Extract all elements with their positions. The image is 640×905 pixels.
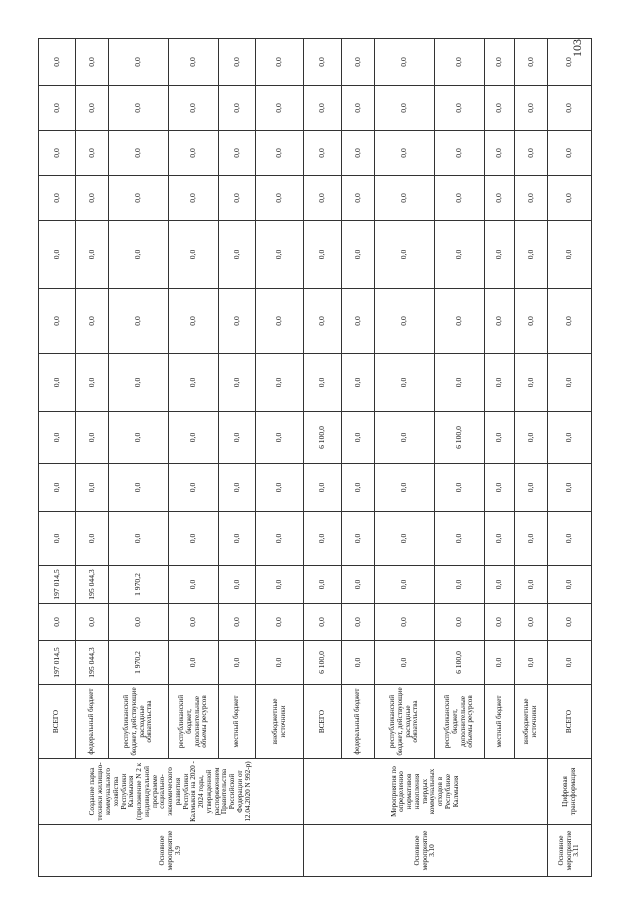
amount-cell: 0,0 [342, 641, 375, 685]
amount-cell: 0,0 [435, 221, 485, 289]
amount-cell: 0,0 [256, 354, 304, 412]
funding-source-cell: республиканский бюджет, действующие расходные обязательства [109, 685, 169, 759]
amount-cell: 0,0 [342, 512, 375, 566]
amount-cell: 0,0 [342, 221, 375, 289]
activity-name-cell: Основное мероприятие 3.10 [304, 825, 548, 877]
budget-table [38, 38, 592, 877]
amount-cell: 0,0 [342, 39, 375, 86]
amount-cell: 0,0 [304, 86, 342, 131]
amount-cell: 0,0 [219, 176, 256, 221]
amount-cell: 0,0 [375, 39, 435, 86]
funding-source-cell: внебюджетные источники [256, 685, 304, 759]
amount-cell: 0,0 [76, 39, 109, 86]
amount-cell: 0,0 [548, 131, 592, 176]
amount-cell: 0,0 [485, 604, 515, 641]
amount-cell: 0,0 [304, 354, 342, 412]
amount-cell: 0,0 [39, 221, 76, 289]
amount-cell: 0,0 [76, 604, 109, 641]
amount-cell: 0,0 [375, 221, 435, 289]
amount-cell: 0,0 [342, 289, 375, 354]
amount-cell: 0,0 [485, 86, 515, 131]
table-row [76, 39, 109, 877]
amount-cell: 0,0 [76, 354, 109, 412]
amount-cell: 0,0 [169, 412, 219, 464]
activity-name-cell: Основное мероприятие 3.11 [548, 825, 592, 877]
amount-cell: 0,0 [39, 512, 76, 566]
activity-description-cell: Цифровая трансформация [548, 759, 592, 825]
amount-cell: 0,0 [342, 412, 375, 464]
amount-cell: 0,0 [169, 131, 219, 176]
amount-cell: 0,0 [169, 464, 219, 512]
amount-cell: 0,0 [219, 641, 256, 685]
amount-cell: 0,0 [76, 221, 109, 289]
amount-cell: 0,0 [435, 512, 485, 566]
amount-cell: 0,0 [548, 464, 592, 512]
amount-cell: 0,0 [304, 566, 342, 604]
amount-cell: 0,0 [342, 176, 375, 221]
amount-cell: 0,0 [109, 176, 169, 221]
amount-cell: 0,0 [39, 131, 76, 176]
amount-cell: 0,0 [515, 86, 548, 131]
amount-cell: 0,0 [375, 86, 435, 131]
amount-cell: 0,0 [435, 131, 485, 176]
amount-cell: 0,0 [515, 512, 548, 566]
amount-cell: 0,0 [76, 289, 109, 354]
amount-cell: 0,0 [342, 566, 375, 604]
amount-cell: 0,0 [76, 86, 109, 131]
amount-cell: 0,0 [515, 131, 548, 176]
table-row [39, 39, 76, 877]
amount-cell: 0,0 [169, 566, 219, 604]
amount-cell: 0,0 [39, 354, 76, 412]
amount-cell: 0,0 [375, 566, 435, 604]
amount-cell: 0,0 [169, 289, 219, 354]
amount-cell: 0,0 [515, 604, 548, 641]
amount-cell: 0,0 [548, 604, 592, 641]
amount-cell: 0,0 [515, 176, 548, 221]
table-row [256, 39, 304, 877]
activity-name-cell: Основное мероприятие 3.9 [39, 825, 304, 877]
amount-cell: 0,0 [485, 221, 515, 289]
amount-cell: 195 044,3 [76, 641, 109, 685]
funding-source-cell: внебюджетные источники [515, 685, 548, 759]
amount-cell: 0,0 [109, 464, 169, 512]
table-row [548, 39, 592, 877]
page-number: 103 [570, 39, 584, 57]
amount-cell: 0,0 [39, 289, 76, 354]
amount-cell: 0,0 [485, 512, 515, 566]
amount-cell: 0,0 [342, 354, 375, 412]
table-row [219, 39, 256, 877]
amount-cell: 0,0 [304, 512, 342, 566]
amount-cell: 0,0 [548, 512, 592, 566]
amount-cell: 0,0 [548, 354, 592, 412]
amount-cell: 1 970,2 [109, 566, 169, 604]
amount-cell: 0,0 [76, 464, 109, 512]
amount-cell: 0,0 [219, 566, 256, 604]
amount-cell: 0,0 [39, 39, 76, 86]
amount-cell: 0,0 [548, 289, 592, 354]
amount-cell: 0,0 [39, 412, 76, 464]
table-row [435, 39, 485, 877]
amount-cell: 0,0 [219, 86, 256, 131]
funding-source-cell: республиканский бюджет, действующие расходные обязательства [375, 685, 435, 759]
amount-cell: 0,0 [435, 289, 485, 354]
amount-cell: 0,0 [109, 86, 169, 131]
amount-cell: 0,0 [548, 221, 592, 289]
amount-cell: 0,0 [375, 176, 435, 221]
funding-source-cell: федеральный бюджет [76, 685, 109, 759]
amount-cell: 0,0 [256, 464, 304, 512]
amount-cell: 0,0 [548, 39, 592, 86]
amount-cell: 0,0 [256, 412, 304, 464]
amount-cell: 0,0 [435, 86, 485, 131]
amount-cell: 0,0 [219, 412, 256, 464]
amount-cell: 0,0 [485, 566, 515, 604]
amount-cell: 0,0 [304, 604, 342, 641]
amount-cell: 0,0 [515, 566, 548, 604]
amount-cell: 6 100,0 [304, 412, 342, 464]
amount-cell: 0,0 [342, 86, 375, 131]
table-row [304, 39, 342, 877]
amount-cell: 0,0 [219, 39, 256, 86]
amount-cell: 0,0 [109, 131, 169, 176]
amount-cell: 0,0 [169, 221, 219, 289]
amount-cell: 0,0 [548, 86, 592, 131]
amount-cell: 0,0 [548, 566, 592, 604]
amount-cell: 0,0 [375, 464, 435, 512]
amount-cell: 0,0 [304, 464, 342, 512]
amount-cell: 6 100,0 [304, 641, 342, 685]
funding-source-cell: республиканский бюджет, дополнительные объемы ресурсов [435, 685, 485, 759]
funding-source-cell: местный бюджет [485, 685, 515, 759]
amount-cell: 0,0 [304, 176, 342, 221]
amount-cell: 0,0 [169, 512, 219, 566]
amount-cell: 0,0 [256, 39, 304, 86]
amount-cell: 0,0 [39, 176, 76, 221]
amount-cell: 0,0 [109, 39, 169, 86]
amount-cell: 0,0 [515, 221, 548, 289]
amount-cell: 0,0 [515, 39, 548, 86]
amount-cell: 0,0 [435, 464, 485, 512]
amount-cell: 0,0 [256, 566, 304, 604]
amount-cell: 6 100,0 [435, 641, 485, 685]
amount-cell: 0,0 [169, 39, 219, 86]
amount-cell: 0,0 [485, 641, 515, 685]
amount-cell: 0,0 [375, 604, 435, 641]
funding-source-cell: местный бюджет [219, 685, 256, 759]
amount-cell: 0,0 [548, 412, 592, 464]
amount-cell: 0,0 [342, 464, 375, 512]
activity-description-cell: Мероприятия по определению нормативов накопления твердых коммунальных отходов в Республике Калмыкия [304, 759, 548, 825]
amount-cell: 0,0 [375, 412, 435, 464]
amount-cell: 0,0 [304, 131, 342, 176]
amount-cell: 6 100,0 [435, 412, 485, 464]
amount-cell: 0,0 [219, 604, 256, 641]
table-row [485, 39, 515, 877]
amount-cell: 0,0 [219, 221, 256, 289]
amount-cell: 0,0 [435, 604, 485, 641]
table-row [169, 39, 219, 877]
amount-cell: 0,0 [169, 604, 219, 641]
amount-cell: 0,0 [76, 412, 109, 464]
amount-cell: 0,0 [256, 512, 304, 566]
amount-cell: 0,0 [485, 464, 515, 512]
amount-cell: 0,0 [342, 604, 375, 641]
amount-cell: 0,0 [256, 641, 304, 685]
amount-cell: 0,0 [515, 412, 548, 464]
amount-cell: 0,0 [375, 512, 435, 566]
amount-cell: 0,0 [256, 176, 304, 221]
amount-cell: 0,0 [109, 221, 169, 289]
amount-cell: 0,0 [169, 176, 219, 221]
table-row [375, 39, 435, 877]
amount-cell: 0,0 [548, 641, 592, 685]
amount-cell: 0,0 [515, 354, 548, 412]
amount-cell: 0,0 [39, 86, 76, 131]
funding-source-cell: ВСЕГО [39, 685, 76, 759]
amount-cell: 0,0 [435, 39, 485, 86]
amount-cell: 0,0 [515, 641, 548, 685]
amount-cell: 0,0 [219, 131, 256, 176]
amount-cell: 0,0 [76, 512, 109, 566]
table-row [515, 39, 548, 877]
table-row [109, 39, 169, 877]
amount-cell: 0,0 [256, 221, 304, 289]
amount-cell: 0,0 [515, 464, 548, 512]
amount-cell: 0,0 [485, 131, 515, 176]
amount-cell: 0,0 [304, 221, 342, 289]
amount-cell: 197 014,5 [39, 641, 76, 685]
amount-cell: 0,0 [485, 412, 515, 464]
amount-cell: 0,0 [342, 131, 375, 176]
funding-source-cell: республиканский бюджет, дополнительные объемы ресурсов [169, 685, 219, 759]
amount-cell: 0,0 [169, 354, 219, 412]
amount-cell: 0,0 [169, 641, 219, 685]
amount-cell: 0,0 [435, 354, 485, 412]
activity-description-cell: Создание парка техники жилищно-коммунального хозяйства Республики Калмыкия (приложение N 2 к индивидуальной программе социально-экономического развития Республики Калмыкия на 2020 - 2024 годы, утвержденной распоряжением Правительства Российской Федерации от 12.04.2020 N 992-р) [39, 759, 304, 825]
amount-cell: 0,0 [109, 512, 169, 566]
amount-cell: 0,0 [76, 176, 109, 221]
amount-cell: 0,0 [109, 289, 169, 354]
amount-cell: 0,0 [435, 176, 485, 221]
amount-cell: 0,0 [109, 354, 169, 412]
amount-cell: 0,0 [109, 412, 169, 464]
amount-cell: 0,0 [219, 289, 256, 354]
amount-cell: 0,0 [375, 131, 435, 176]
amount-cell: 0,0 [375, 289, 435, 354]
amount-cell: 195 044,3 [76, 566, 109, 604]
amount-cell: 0,0 [375, 354, 435, 412]
amount-cell: 0,0 [485, 176, 515, 221]
amount-cell: 0,0 [219, 354, 256, 412]
amount-cell: 0,0 [485, 354, 515, 412]
amount-cell: 0,0 [219, 464, 256, 512]
amount-cell: 0,0 [219, 512, 256, 566]
amount-cell: 0,0 [515, 289, 548, 354]
funding-source-cell: ВСЕГО [548, 685, 592, 759]
table-row [342, 39, 375, 877]
amount-cell: 0,0 [39, 464, 76, 512]
amount-cell: 0,0 [485, 39, 515, 86]
amount-cell: 0,0 [256, 131, 304, 176]
amount-cell: 0,0 [435, 566, 485, 604]
amount-cell: 0,0 [304, 39, 342, 86]
amount-cell: 0,0 [304, 289, 342, 354]
amount-cell: 0,0 [39, 604, 76, 641]
amount-cell: 0,0 [256, 289, 304, 354]
amount-cell: 197 014,5 [39, 566, 76, 604]
amount-cell: 0,0 [76, 131, 109, 176]
amount-cell: 0,0 [169, 86, 219, 131]
amount-cell: 0,0 [109, 604, 169, 641]
amount-cell: 0,0 [256, 604, 304, 641]
funding-source-cell: ВСЕГО [304, 685, 342, 759]
funding-source-cell: федеральный бюджет [342, 685, 375, 759]
amount-cell: 0,0 [485, 289, 515, 354]
amount-cell: 0,0 [375, 641, 435, 685]
amount-cell: 0,0 [256, 86, 304, 131]
amount-cell: 1 970,2 [109, 641, 169, 685]
amount-cell: 0,0 [548, 176, 592, 221]
